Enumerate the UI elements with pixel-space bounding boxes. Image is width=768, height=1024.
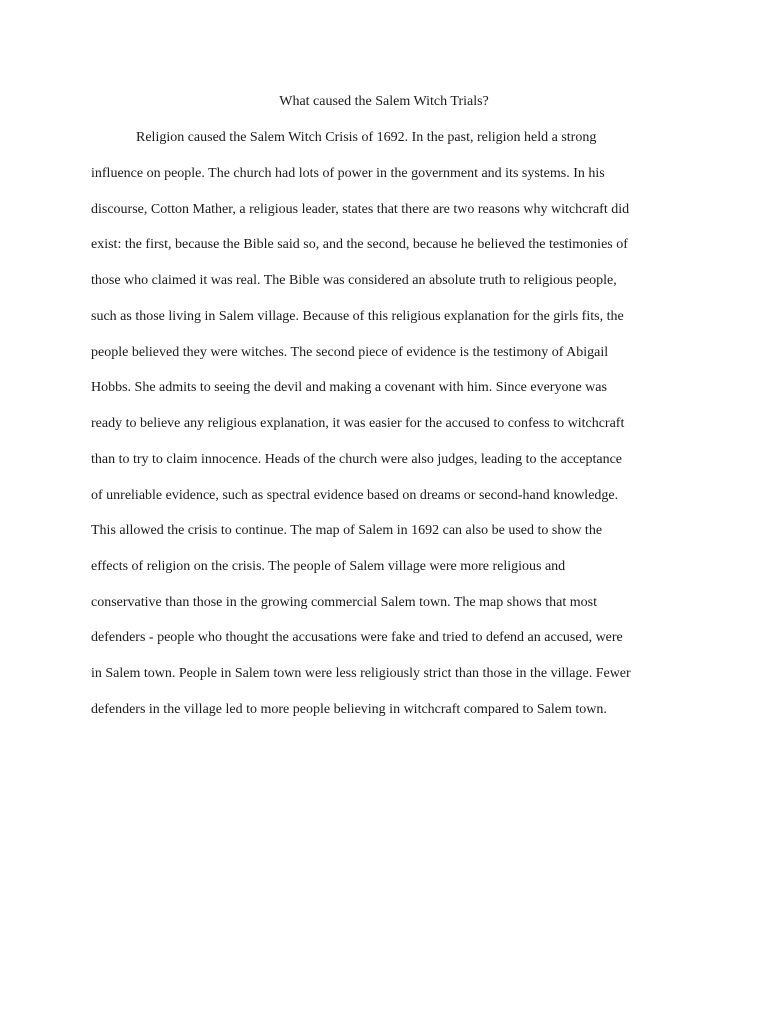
body-line-3: discourse, Cotton Mather, a religious leader, states that there are two reasons why witchcraft did (91, 202, 630, 217)
body-line-14: conservative than those in the growing commercial Salem town. The map shows that most (91, 595, 597, 610)
body-line-9: ready to believe any religious explanation, it was easier for the accused to confess to witchcraft (91, 416, 625, 431)
body-line-12: This allowed the crisis to continue. The map of Salem in 1692 can also be used to show the (91, 523, 603, 538)
body-line-1: Religion caused the Salem Witch Crisis of 1692. In the past, religion held a strong (136, 130, 597, 145)
body-line-8: Hobbs. She admits to seeing the devil and making a covenant with him. Since everyone was (91, 380, 607, 395)
body-line-13: effects of religion on the crisis. The people of Salem village were more religious and (91, 559, 566, 574)
body-line-6: such as those living in Salem village. Because of this religious explanation for the girls fits, the (91, 309, 624, 324)
body-line-11: of unreliable evidence, such as spectral evidence based on dreams or second-hand knowledge. (91, 488, 619, 503)
body-line-5: those who claimed it was real. The Bible was considered an absolute truth to religious people, (91, 273, 617, 288)
body-line-16: in Salem town. People in Salem town were less religiously strict than those in the village. Fewer (91, 666, 631, 681)
body-line-2: influence on people. The church had lots of power in the government and its systems. In his (91, 166, 605, 181)
body-line-4: exist: the first, because the Bible said so, and the second, because he believed the testimonies of (91, 237, 628, 252)
document-title: What caused the Salem Witch Trials? (279, 94, 489, 109)
body-line-17: defenders in the village led to more people believing in witchcraft compared to Salem town. (91, 702, 607, 717)
body-line-15: defenders - people who thought the accusations were fake and tried to defend an accused, were (91, 630, 623, 645)
body-line-10: than to try to claim innocence. Heads of the church were also judges, leading to the acceptance (91, 452, 623, 467)
body-line-7: people believed they were witches. The second piece of evidence is the testimony of Abigail (91, 345, 609, 360)
